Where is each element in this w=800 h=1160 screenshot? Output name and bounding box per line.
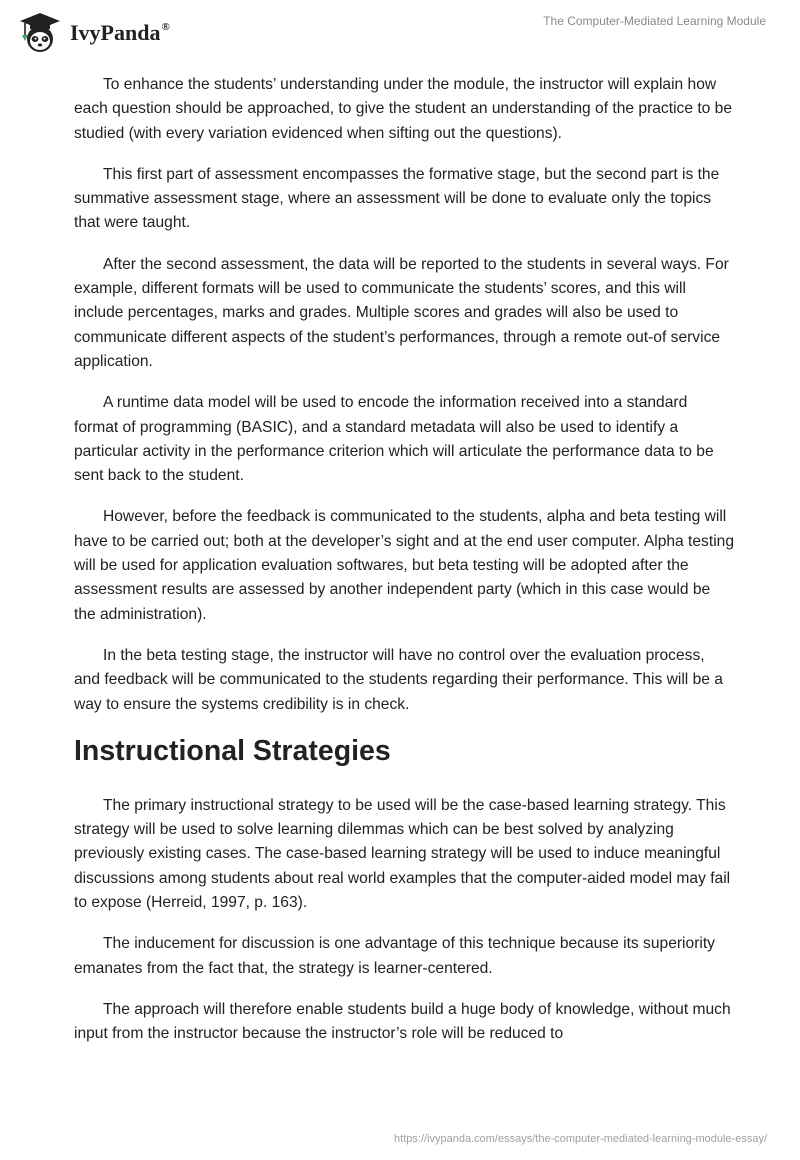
paragraph: In the beta testing stage, the instructor will have no control over the evaluation process, and feedback will be communicated to the students regarding their performance. This will be a way to ensure the systems credibility is in check.: [74, 646, 723, 713]
section-heading: Instructional Strategies: [74, 734, 391, 767]
paragraph: The approach will therefore enable students build a huge body of knowledge, without much input from the instructor because the instructor’s role will be reduced to: [74, 1000, 731, 1043]
paragraph: A runtime data model will be used to encode the information received into a standard format of programming (BASIC), and a standard metadata will also be used to identify a particular activity in the performance criterion which will articulate the performance data to be sent back to the student.: [74, 394, 714, 485]
paragraph: However, before the feedback is communicated to the students, alpha and beta testing will have to be carried out; both at the developer’s sight and at the end user computer. Alpha testing will be used for application evaluation softwares, but beta testing will be adopted after the assessment results are assessed by another independent party (which in this case would be the administration).: [74, 508, 735, 623]
paragraph: The inducement for discussion is one advantage of this technique because its superiority emanates from the fact that, the strategy is learner-centered.: [74, 935, 715, 977]
source-url[interactable]: https://ivypanda.com/essays/the-computer-mediated-learning-module-essay/: [394, 1133, 767, 1145]
paragraph: The primary instructional strategy to be used will be the case-based learning strategy. This strategy will be used to solve learning dilemmas which can be best solved by analyzing previously existing cases. The case-based learning strategy will be used to induce meaningful discussions among students about real world examples that the computer-aided model may fail to expose (Herreid, 1997, p. 163).: [74, 796, 731, 912]
paragraph: After the second assessment, the data will be reported to the students in several ways. For example, different formats will be used to communicate the students’ scores, and this will include percentages, marks and grades. Multiple scores and grades will also be used to communicate different aspects of the student’s performances, through a remote out-of service application.: [74, 255, 729, 370]
document-title: The Computer-Mediated Learning Module: [543, 14, 766, 28]
panda-graduate-icon: [16, 10, 64, 54]
ivypanda-logo[interactable]: [16, 10, 170, 54]
page-header: [0, 0, 800, 66]
article-body: [74, 73, 734, 1064]
logo-text: IvyPanda®: [70, 20, 170, 45]
paragraph: This first part of assessment encompasses the formative stage, but the second part is the summative assessment stage, where an assessment will be done to evaluate only the topics that were taught.: [74, 165, 720, 232]
paragraph: To enhance the students’ understanding under the module, the instructor will explain how each question should be approached, to give the student an understanding of the practice to be studied (with every variation evidenced when sifting out the questions).: [74, 76, 733, 142]
